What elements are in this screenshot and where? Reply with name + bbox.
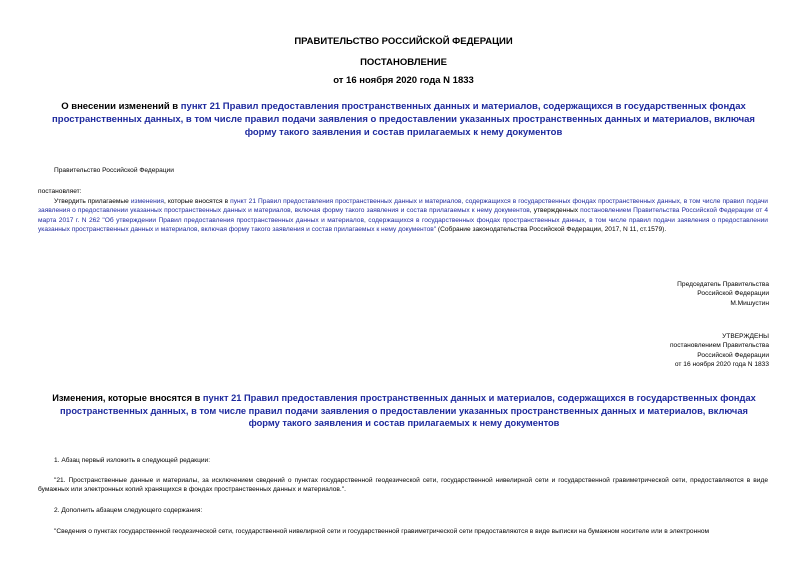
title-link-rules-p21[interactable]: пункт 21 Правил предоставления пространственных данных и материалов, содержащихся в государственных фондах пространственных данных, в том числе правил подачи заявления о предоставлении указанных пространственных данных и материалов, включая форму такого заявления и состав прилагаемых к нему документов <box>52 101 755 138</box>
approval-date: от 16 ноября 2020 года N 1833 <box>674 361 769 369</box>
approval-word: УТВЕРЖДЕНЫ <box>722 333 769 340</box>
approval-by: постановлением Правительства <box>669 342 769 350</box>
document-title <box>38 100 769 139</box>
change-quote-1: "21. Пространственные данные и материалы, за исключением сведений о пунктах государственной геодезической сети, государственной нивелирной сети и государственной гравиметрической сети, предоставляются в виде бумажных или электронных копий хранящихся в фондах пространственных данных и материалов.". <box>38 477 768 494</box>
signature-block <box>677 280 769 308</box>
title-prefix: О внесении изменений в <box>61 101 181 112</box>
main-paragraph <box>38 197 768 235</box>
approval-org: Российской Федерации <box>697 351 769 359</box>
government-line: Правительство Российской Федерации <box>54 167 174 174</box>
issuing-authority: ПРАВИТЕЛЬСТВО РОССИЙСКОЙ ФЕДЕРАЦИИ <box>294 36 513 47</box>
approval-block <box>670 332 769 370</box>
change-quote-2: "Сведения о пунктах государственной геодезической сети, государственной нивелирной сети и государственной гравиметрической сети предоставляются в виде выписки на бумажном носителе или в электронном <box>54 528 710 535</box>
link-changes[interactable]: изменения <box>130 198 164 205</box>
change-item-1: 1. Абзац первый изложить в следующей редакции: <box>54 457 211 464</box>
document-type: ПОСТАНОВЛЕНИЕ <box>360 57 447 68</box>
changes-title <box>48 392 760 430</box>
changes-title-prefix: Изменения, которые вносятся в <box>52 393 203 403</box>
link-resolution-262[interactable]: постановлением Правительства Российской Федерации от 4 марта 2017 г. N 262 "Об утверждении Правил предоставления пространственных данных и материалов, содержащихся в государственных фондах пространственных данных, в том числе правил подачи заявления о предоставлении указанных пространственных данных и материалов, включая форму такого заявления и состав прилагаемых к нему документов" <box>38 207 768 234</box>
main-text-c: , утвержденных <box>529 207 581 215</box>
signature-name: М.Мишустин <box>730 299 769 307</box>
signature-position: Председатель Правительства <box>677 281 769 288</box>
main-text-d: (Собрание законодательства Российской Федерации, 2017, N 11, ст.1579). <box>436 226 667 234</box>
signature-org: Российской Федерации <box>697 290 769 298</box>
document-date: от 16 ноября 2020 года N 1833 <box>333 75 474 86</box>
link-rules-p21[interactable]: пункт 21 Правил предоставления пространственных данных и материалов, содержащихся в государственных фондах пространственных данных, в том числе правил подачи заявления о предоставлении указанных пространственных данных и материалов, включая форму такого заявления и состав прилагаемых к нему документов <box>38 198 768 215</box>
changes-title-link[interactable]: пункт 21 Правил предоставления пространственных данных и материалов, содержащихся в государственных фондах пространственных данных, в том числе правил подачи заявления о предоставлении указанных пространственных данных и материалов, включая форму такого заявления и состав прилагаемых к нему документов <box>60 393 756 429</box>
change-item-2: 2. Дополнить абзацем следующего содержания: <box>54 507 203 514</box>
decrees-line: постановляет: <box>38 188 82 195</box>
main-text-a: Утвердить прилагаемые <box>54 198 131 205</box>
main-text-b: , которые вносятся в <box>163 198 231 205</box>
